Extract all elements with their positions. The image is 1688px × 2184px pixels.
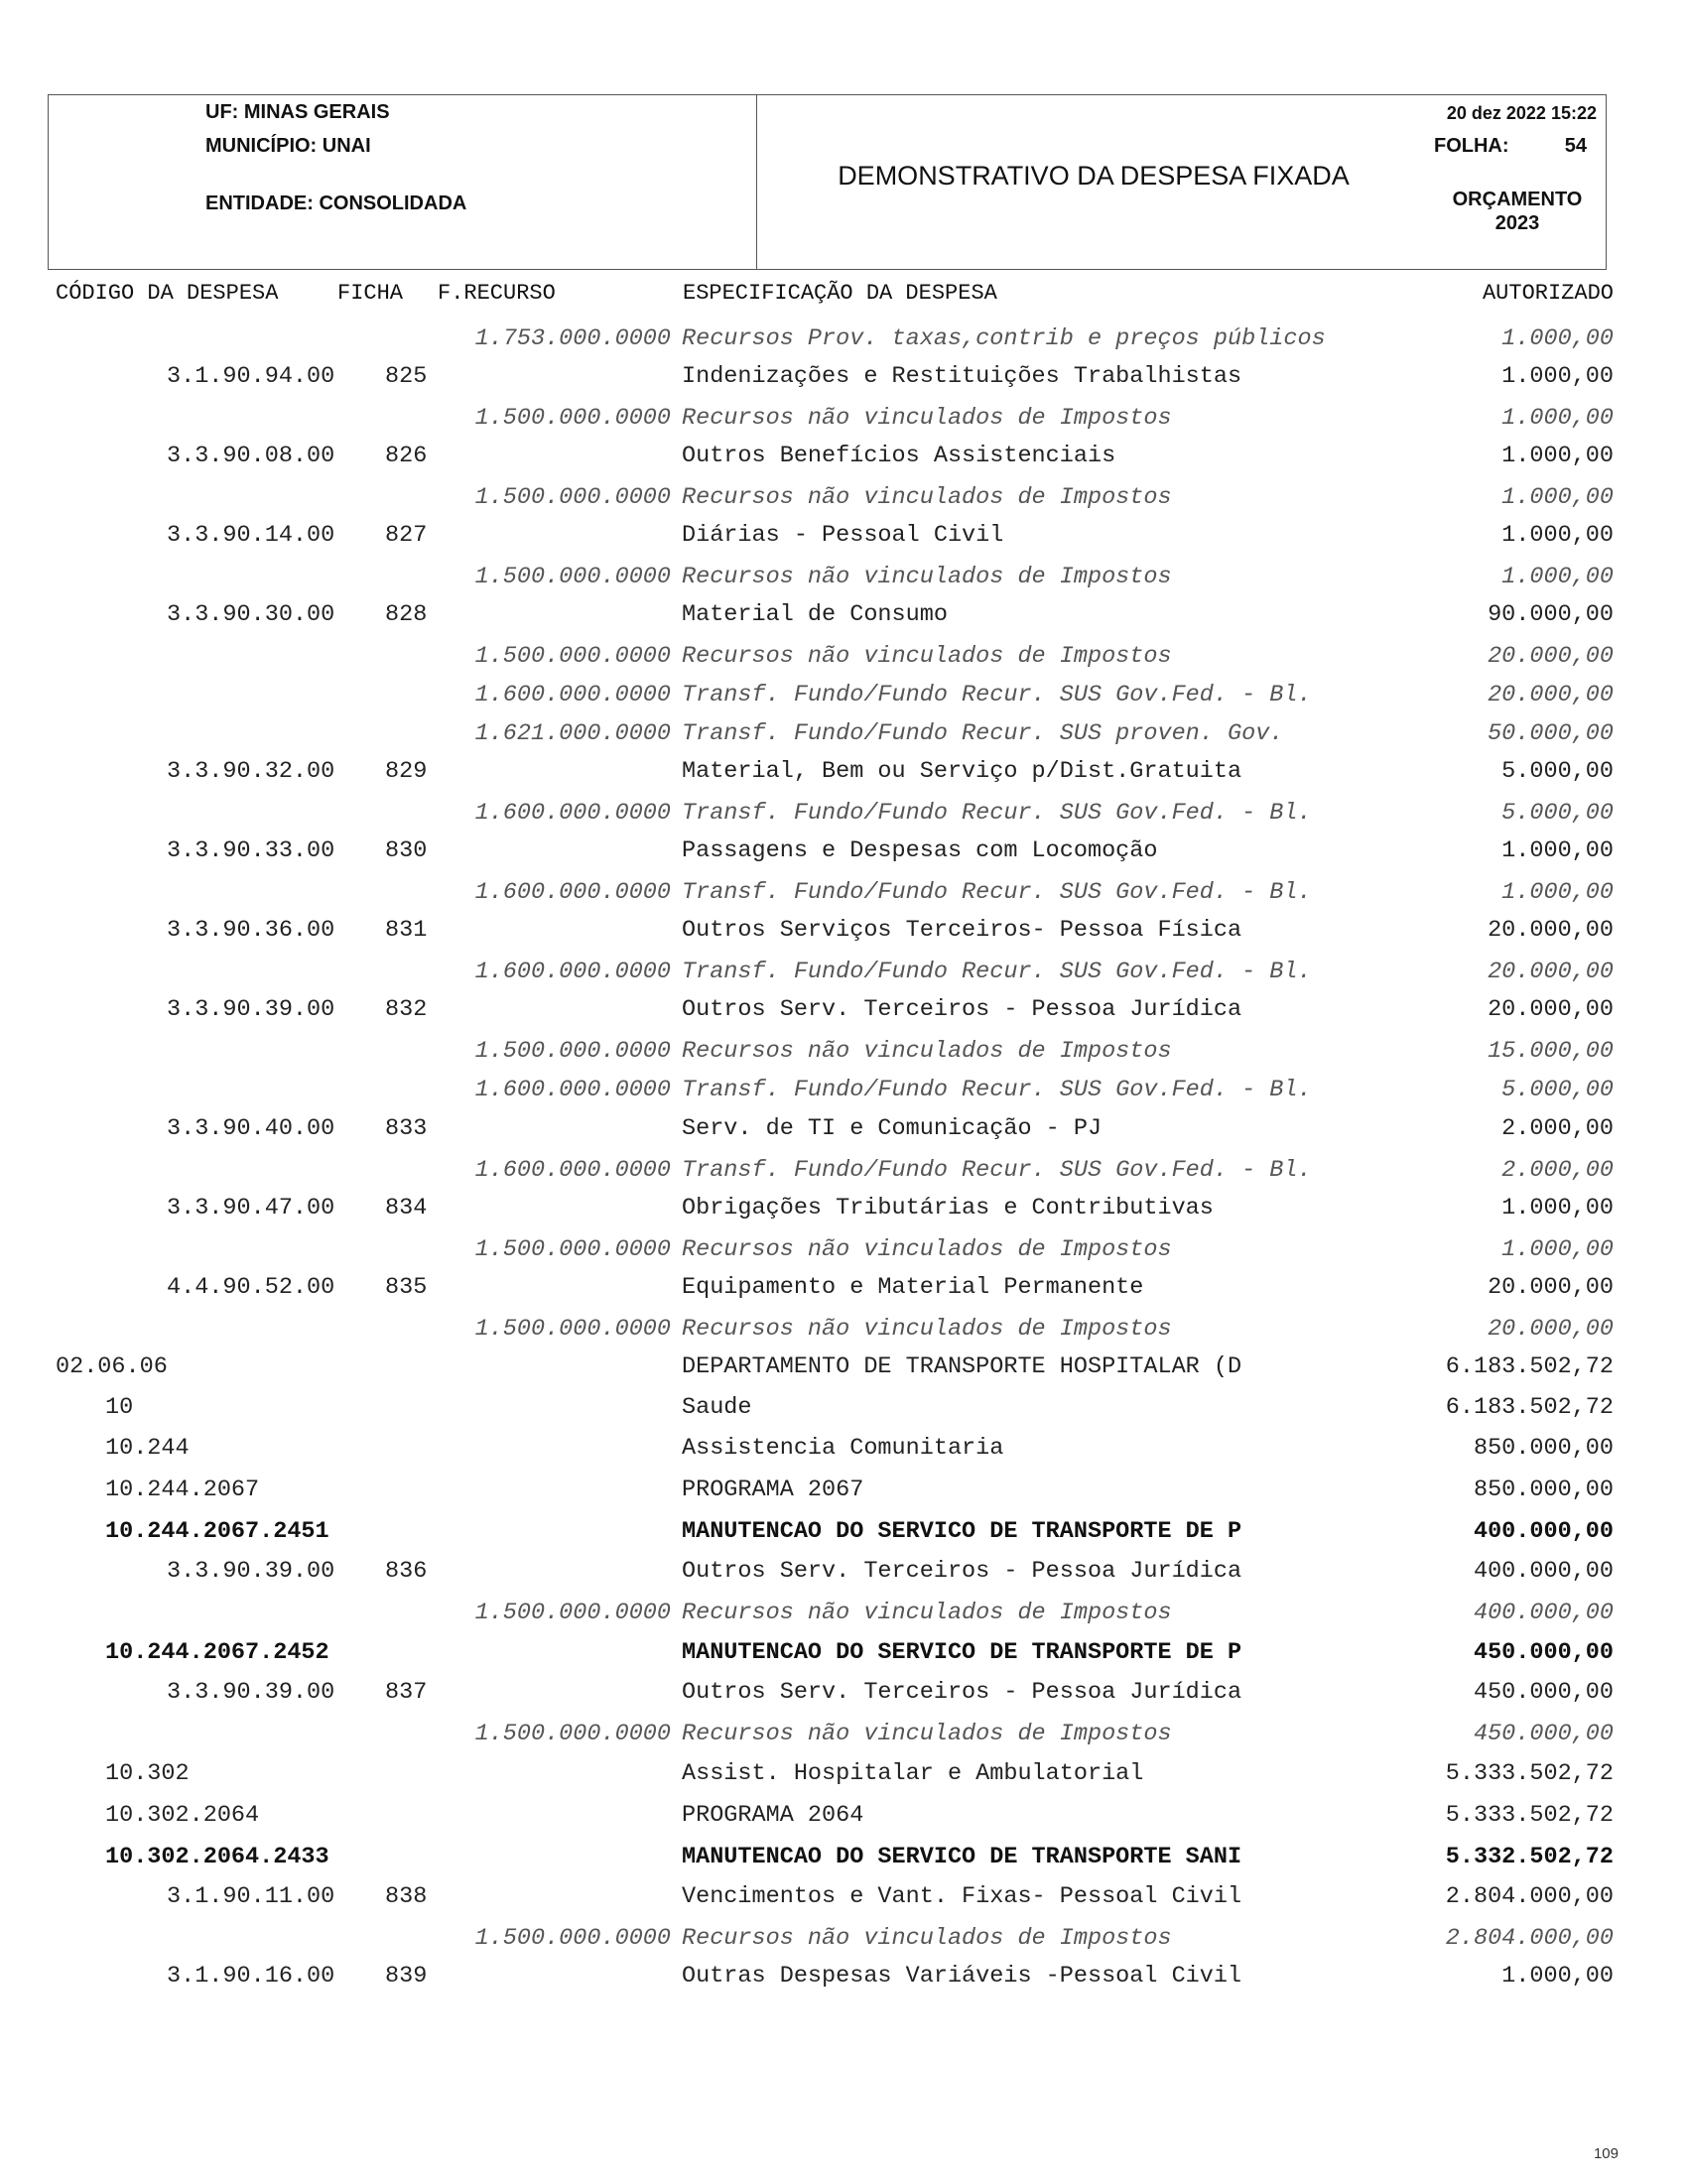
funding-source-description: Recursos Prov. taxas,contrib e preços públicos	[682, 325, 1326, 352]
classification-description: PROGRAMA 2064	[682, 1802, 864, 1829]
funding-source-row	[0, 482, 1688, 514]
col-header-recurso: F.RECURSO	[438, 281, 556, 306]
funding-source-code: 1.500.000.0000	[474, 564, 671, 590]
classification-code: 10	[105, 1394, 134, 1421]
funding-source-description: Recursos não vinculados de Impostos	[682, 1721, 1172, 1747]
funding-source-row	[0, 877, 1688, 909]
expense-item-row	[0, 1193, 1688, 1224]
authorized-amount: 5.332.502,72	[1445, 1844, 1614, 1870]
group-row	[0, 1351, 1688, 1383]
expense-description: Outras Despesas Variáveis -Pessoal Civil	[682, 1963, 1242, 1990]
expense-code: 3.3.90.39.00	[167, 1679, 335, 1706]
expense-description: Serv. de TI e Comunicação - PJ	[682, 1115, 1103, 1142]
expense-description: Material, Bem ou Serviço p/Dist.Gratuita	[682, 758, 1242, 785]
authorized-amount: 1.000,00	[1501, 1963, 1614, 1990]
municipio-label: MUNICÍPIO: UNAI	[205, 135, 371, 157]
funding-source-code: 1.500.000.0000	[474, 1316, 671, 1343]
expense-item-row	[0, 520, 1688, 552]
ficha-number: 828	[385, 601, 428, 628]
classification-description: MANUTENCAO DO SERVICO DE TRANSPORTE DE P	[682, 1639, 1242, 1666]
expense-description: Outros Benefícios Assistenciais	[682, 443, 1116, 469]
authorized-amount: 1.000,00	[1501, 325, 1614, 352]
classification-code: 10.302	[105, 1760, 190, 1787]
expense-code: 3.3.90.39.00	[167, 996, 335, 1023]
funding-source-description: Transf. Fundo/Fundo Recur. SUS proven. Gov.	[682, 720, 1284, 747]
expense-code: 3.3.90.47.00	[167, 1195, 335, 1221]
funding-source-code: 1.753.000.0000	[474, 325, 671, 352]
expense-item-row	[0, 756, 1688, 788]
ficha-number: 827	[385, 522, 428, 549]
funding-source-row	[0, 957, 1688, 988]
ficha-number: 831	[385, 917, 428, 944]
expense-description: Material de Consumo	[682, 601, 948, 628]
authorized-amount: 90.000,00	[1488, 601, 1614, 628]
expense-item-row	[0, 1881, 1688, 1913]
ficha-number: 829	[385, 758, 428, 785]
group-row	[0, 1475, 1688, 1506]
funding-source-description: Recursos não vinculados de Impostos	[682, 1316, 1172, 1343]
funding-source-description: Transf. Fundo/Fundo Recur. SUS Gov.Fed. - Bl.	[682, 682, 1312, 708]
expense-code: 3.1.90.94.00	[167, 363, 335, 390]
classification-code: 10.302.2064.2433	[105, 1844, 329, 1870]
funding-source-row	[0, 641, 1688, 673]
funding-source-code: 1.500.000.0000	[474, 1925, 671, 1952]
authorized-amount: 20.000,00	[1488, 682, 1614, 708]
classification-description: MANUTENCAO DO SERVICO DE TRANSPORTE DE P	[682, 1518, 1242, 1545]
col-header-autorizado: AUTORIZADO	[1482, 281, 1614, 306]
authorized-amount: 20.000,00	[1488, 959, 1614, 985]
authorized-amount: 400.000,00	[1473, 1600, 1614, 1626]
funding-source-row	[0, 562, 1688, 593]
funding-source-description: Recursos não vinculados de Impostos	[682, 1236, 1172, 1263]
funding-source-description: Recursos não vinculados de Impostos	[682, 484, 1172, 511]
ficha-number: 834	[385, 1195, 428, 1221]
authorized-amount: 1.000,00	[1501, 443, 1614, 469]
authorized-amount: 2.804.000,00	[1445, 1883, 1614, 1910]
expense-code: 3.3.90.39.00	[167, 1558, 335, 1585]
funding-source-code: 1.500.000.0000	[474, 484, 671, 511]
funding-source-description: Transf. Fundo/Fundo Recur. SUS Gov.Fed. - Bl.	[682, 1157, 1312, 1184]
authorized-amount: 450.000,00	[1473, 1679, 1614, 1706]
authorized-amount: 20.000,00	[1488, 917, 1614, 944]
expense-description: Passagens e Despesas com Locomoção	[682, 837, 1158, 864]
folha-value: 54	[1564, 135, 1587, 157]
authorized-amount: 1.000,00	[1501, 1195, 1614, 1221]
funding-source-description: Recursos não vinculados de Impostos	[682, 1038, 1172, 1065]
funding-source-code: 1.500.000.0000	[474, 643, 671, 670]
expense-code: 3.3.90.32.00	[167, 758, 335, 785]
expense-item-row	[0, 1272, 1688, 1304]
funding-source-row	[0, 1923, 1688, 1955]
authorized-amount: 5.000,00	[1501, 758, 1614, 785]
ficha-number: 826	[385, 443, 428, 469]
expense-item-row	[0, 835, 1688, 867]
classification-code: 10.244.2067	[105, 1477, 260, 1503]
expense-item-row	[0, 1961, 1688, 1992]
classification-description: Saude	[682, 1394, 752, 1421]
funding-source-row	[0, 1155, 1688, 1187]
ficha-number: 838	[385, 1883, 428, 1910]
expense-item-row	[0, 1556, 1688, 1588]
authorized-amount: 400.000,00	[1473, 1558, 1614, 1585]
authorized-amount: 50.000,00	[1488, 720, 1614, 747]
ficha-number: 835	[385, 1274, 428, 1301]
expense-item-row	[0, 361, 1688, 393]
funding-source-code: 1.600.000.0000	[474, 879, 671, 906]
funding-source-row	[0, 718, 1688, 750]
expense-description: Outros Serv. Terceiros - Pessoa Jurídica	[682, 1558, 1242, 1585]
funding-source-description: Transf. Fundo/Fundo Recur. SUS Gov.Fed. - Bl.	[682, 1077, 1312, 1103]
authorized-amount: 1.000,00	[1501, 1236, 1614, 1263]
authorized-amount: 20.000,00	[1488, 643, 1614, 670]
authorized-amount: 15.000,00	[1488, 1038, 1614, 1065]
funding-source-code: 1.500.000.0000	[474, 1721, 671, 1747]
report-datetime: 20 dez 2022 15:22	[1446, 103, 1597, 123]
authorized-amount: 5.000,00	[1501, 1077, 1614, 1103]
funding-source-code: 1.500.000.0000	[474, 1038, 671, 1065]
funding-source-description: Recursos não vinculados de Impostos	[682, 1925, 1172, 1952]
funding-source-description: Recursos não vinculados de Impostos	[682, 643, 1172, 670]
funding-source-code: 1.600.000.0000	[474, 682, 671, 708]
authorized-amount: 450.000,00	[1473, 1639, 1614, 1666]
classification-description: Assistencia Comunitaria	[682, 1435, 1004, 1462]
action-row	[0, 1842, 1688, 1873]
expense-item-row	[0, 441, 1688, 472]
uf-label: UF: MINAS GERAIS	[205, 101, 390, 123]
funding-source-row	[0, 680, 1688, 711]
col-header-especificacao: ESPECIFICAÇÃO DA DESPESA	[683, 281, 997, 306]
authorized-amount: 6.183.502,72	[1445, 1394, 1614, 1421]
col-header-ficha: FICHA	[337, 281, 404, 306]
funding-source-row	[0, 403, 1688, 435]
authorized-amount: 20.000,00	[1488, 996, 1614, 1023]
action-row	[0, 1516, 1688, 1548]
action-row	[0, 1637, 1688, 1669]
expense-item-row	[0, 994, 1688, 1026]
classification-description: Assist. Hospitalar e Ambulatorial	[682, 1760, 1144, 1787]
expense-code: 3.1.90.11.00	[167, 1883, 335, 1910]
expense-description: Outros Serv. Terceiros - Pessoa Jurídica	[682, 1679, 1242, 1706]
funding-source-code: 1.600.000.0000	[474, 800, 671, 827]
group-row	[0, 1758, 1688, 1790]
authorized-amount: 1.000,00	[1501, 363, 1614, 390]
funding-source-row	[0, 1234, 1688, 1266]
expense-description: Obrigações Tributárias e Contributivas	[682, 1195, 1214, 1221]
ficha-number: 839	[385, 1963, 428, 1990]
funding-source-description: Transf. Fundo/Fundo Recur. SUS Gov.Fed. - Bl.	[682, 800, 1312, 827]
expense-item-row	[0, 915, 1688, 947]
authorized-amount: 5.333.502,72	[1445, 1802, 1614, 1829]
group-row	[0, 1392, 1688, 1424]
funding-source-description: Recursos não vinculados de Impostos	[682, 564, 1172, 590]
authorized-amount: 1.000,00	[1501, 879, 1614, 906]
funding-source-description: Recursos não vinculados de Impostos	[682, 1600, 1172, 1626]
group-row	[0, 1433, 1688, 1465]
ficha-number: 837	[385, 1679, 428, 1706]
authorized-amount: 20.000,00	[1488, 1274, 1614, 1301]
funding-source-description: Transf. Fundo/Fundo Recur. SUS Gov.Fed. - Bl.	[682, 879, 1312, 906]
authorized-amount: 850.000,00	[1473, 1435, 1614, 1462]
funding-source-row	[0, 798, 1688, 830]
ficha-number: 830	[385, 837, 428, 864]
authorized-amount: 5.000,00	[1501, 800, 1614, 827]
authorized-amount: 1.000,00	[1501, 405, 1614, 432]
expense-item-row	[0, 1113, 1688, 1145]
ficha-number: 836	[385, 1558, 428, 1585]
funding-source-row	[0, 1598, 1688, 1629]
expense-code: 3.1.90.16.00	[167, 1963, 335, 1990]
classification-code: 10.244.2067.2451	[105, 1518, 329, 1545]
funding-source-row	[0, 1075, 1688, 1106]
folha-label: FOLHA:	[1434, 135, 1509, 157]
expense-description: Outros Serv. Terceiros - Pessoa Jurídica	[682, 996, 1242, 1023]
funding-source-code: 1.500.000.0000	[474, 405, 671, 432]
authorized-amount: 1.000,00	[1501, 564, 1614, 590]
col-header-codigo: CÓDIGO DA DESPESA	[56, 281, 279, 306]
expense-code: 3.3.90.14.00	[167, 522, 335, 549]
classification-code: 10.244.2067.2452	[105, 1639, 329, 1666]
classification-code: 10.244	[105, 1435, 190, 1462]
authorized-amount: 2.804.000,00	[1445, 1925, 1614, 1952]
authorized-amount: 5.333.502,72	[1445, 1760, 1614, 1787]
authorized-amount: 6.183.502,72	[1445, 1353, 1614, 1380]
orcamento-label: ORÇAMENTO	[1452, 189, 1583, 210]
classification-description: MANUTENCAO DO SERVICO DE TRANSPORTE SANI	[682, 1844, 1242, 1870]
authorized-amount: 400.000,00	[1473, 1518, 1614, 1545]
report-title: DEMONSTRATIVO DA DESPESA FIXADA	[838, 161, 1350, 191]
classification-description: PROGRAMA 2067	[682, 1477, 864, 1503]
expense-description: Diárias - Pessoal Civil	[682, 522, 1004, 549]
expense-item-row	[0, 1677, 1688, 1709]
authorized-amount: 2.000,00	[1501, 1157, 1614, 1184]
ficha-number: 832	[385, 996, 428, 1023]
funding-source-description: Recursos não vinculados de Impostos	[682, 405, 1172, 432]
funding-source-row	[0, 1719, 1688, 1750]
funding-source-row	[0, 323, 1688, 355]
orcamento-year: 2023	[1494, 212, 1540, 234]
expense-item-row	[0, 599, 1688, 631]
authorized-amount: 20.000,00	[1488, 1316, 1614, 1343]
authorized-amount: 1.000,00	[1501, 837, 1614, 864]
expense-description: Outros Serviços Terceiros- Pessoa Física	[682, 917, 1242, 944]
funding-source-code: 1.500.000.0000	[474, 1600, 671, 1626]
page-number: 109	[1593, 2145, 1619, 2162]
funding-source-code: 1.600.000.0000	[474, 1077, 671, 1103]
expense-code: 3.3.90.40.00	[167, 1115, 335, 1142]
funding-source-row	[0, 1036, 1688, 1068]
authorized-amount: 1.000,00	[1501, 484, 1614, 511]
expense-description: Vencimentos e Vant. Fixas- Pessoal Civil	[682, 1883, 1242, 1910]
ficha-number: 833	[385, 1115, 428, 1142]
expense-description: Equipamento e Material Permanente	[682, 1274, 1144, 1301]
group-row	[0, 1800, 1688, 1832]
funding-source-row	[0, 1314, 1688, 1346]
authorized-amount: 450.000,00	[1473, 1721, 1614, 1747]
expense-code: 3.3.90.36.00	[167, 917, 335, 944]
funding-source-code: 1.500.000.0000	[474, 1236, 671, 1263]
funding-source-code: 1.600.000.0000	[474, 959, 671, 985]
authorized-amount: 2.000,00	[1501, 1115, 1614, 1142]
ficha-number: 825	[385, 363, 428, 390]
expense-code: 4.4.90.52.00	[167, 1274, 335, 1301]
funding-source-description: Transf. Fundo/Fundo Recur. SUS Gov.Fed. - Bl.	[682, 959, 1312, 985]
entidade-label: ENTIDADE: CONSOLIDADA	[205, 193, 467, 214]
expense-code: 3.3.90.30.00	[167, 601, 335, 628]
funding-source-code: 1.600.000.0000	[474, 1157, 671, 1184]
classification-description: DEPARTAMENTO DE TRANSPORTE HOSPITALAR (D	[682, 1353, 1242, 1380]
expense-code: 3.3.90.08.00	[167, 443, 335, 469]
authorized-amount: 850.000,00	[1473, 1477, 1614, 1503]
classification-code: 10.302.2064	[105, 1802, 260, 1829]
classification-code: 02.06.06	[56, 1353, 168, 1380]
expense-description: Indenizações e Restituições Trabalhistas	[682, 363, 1242, 390]
funding-source-code: 1.621.000.0000	[474, 720, 671, 747]
expense-code: 3.3.90.33.00	[167, 837, 335, 864]
authorized-amount: 1.000,00	[1501, 522, 1614, 549]
